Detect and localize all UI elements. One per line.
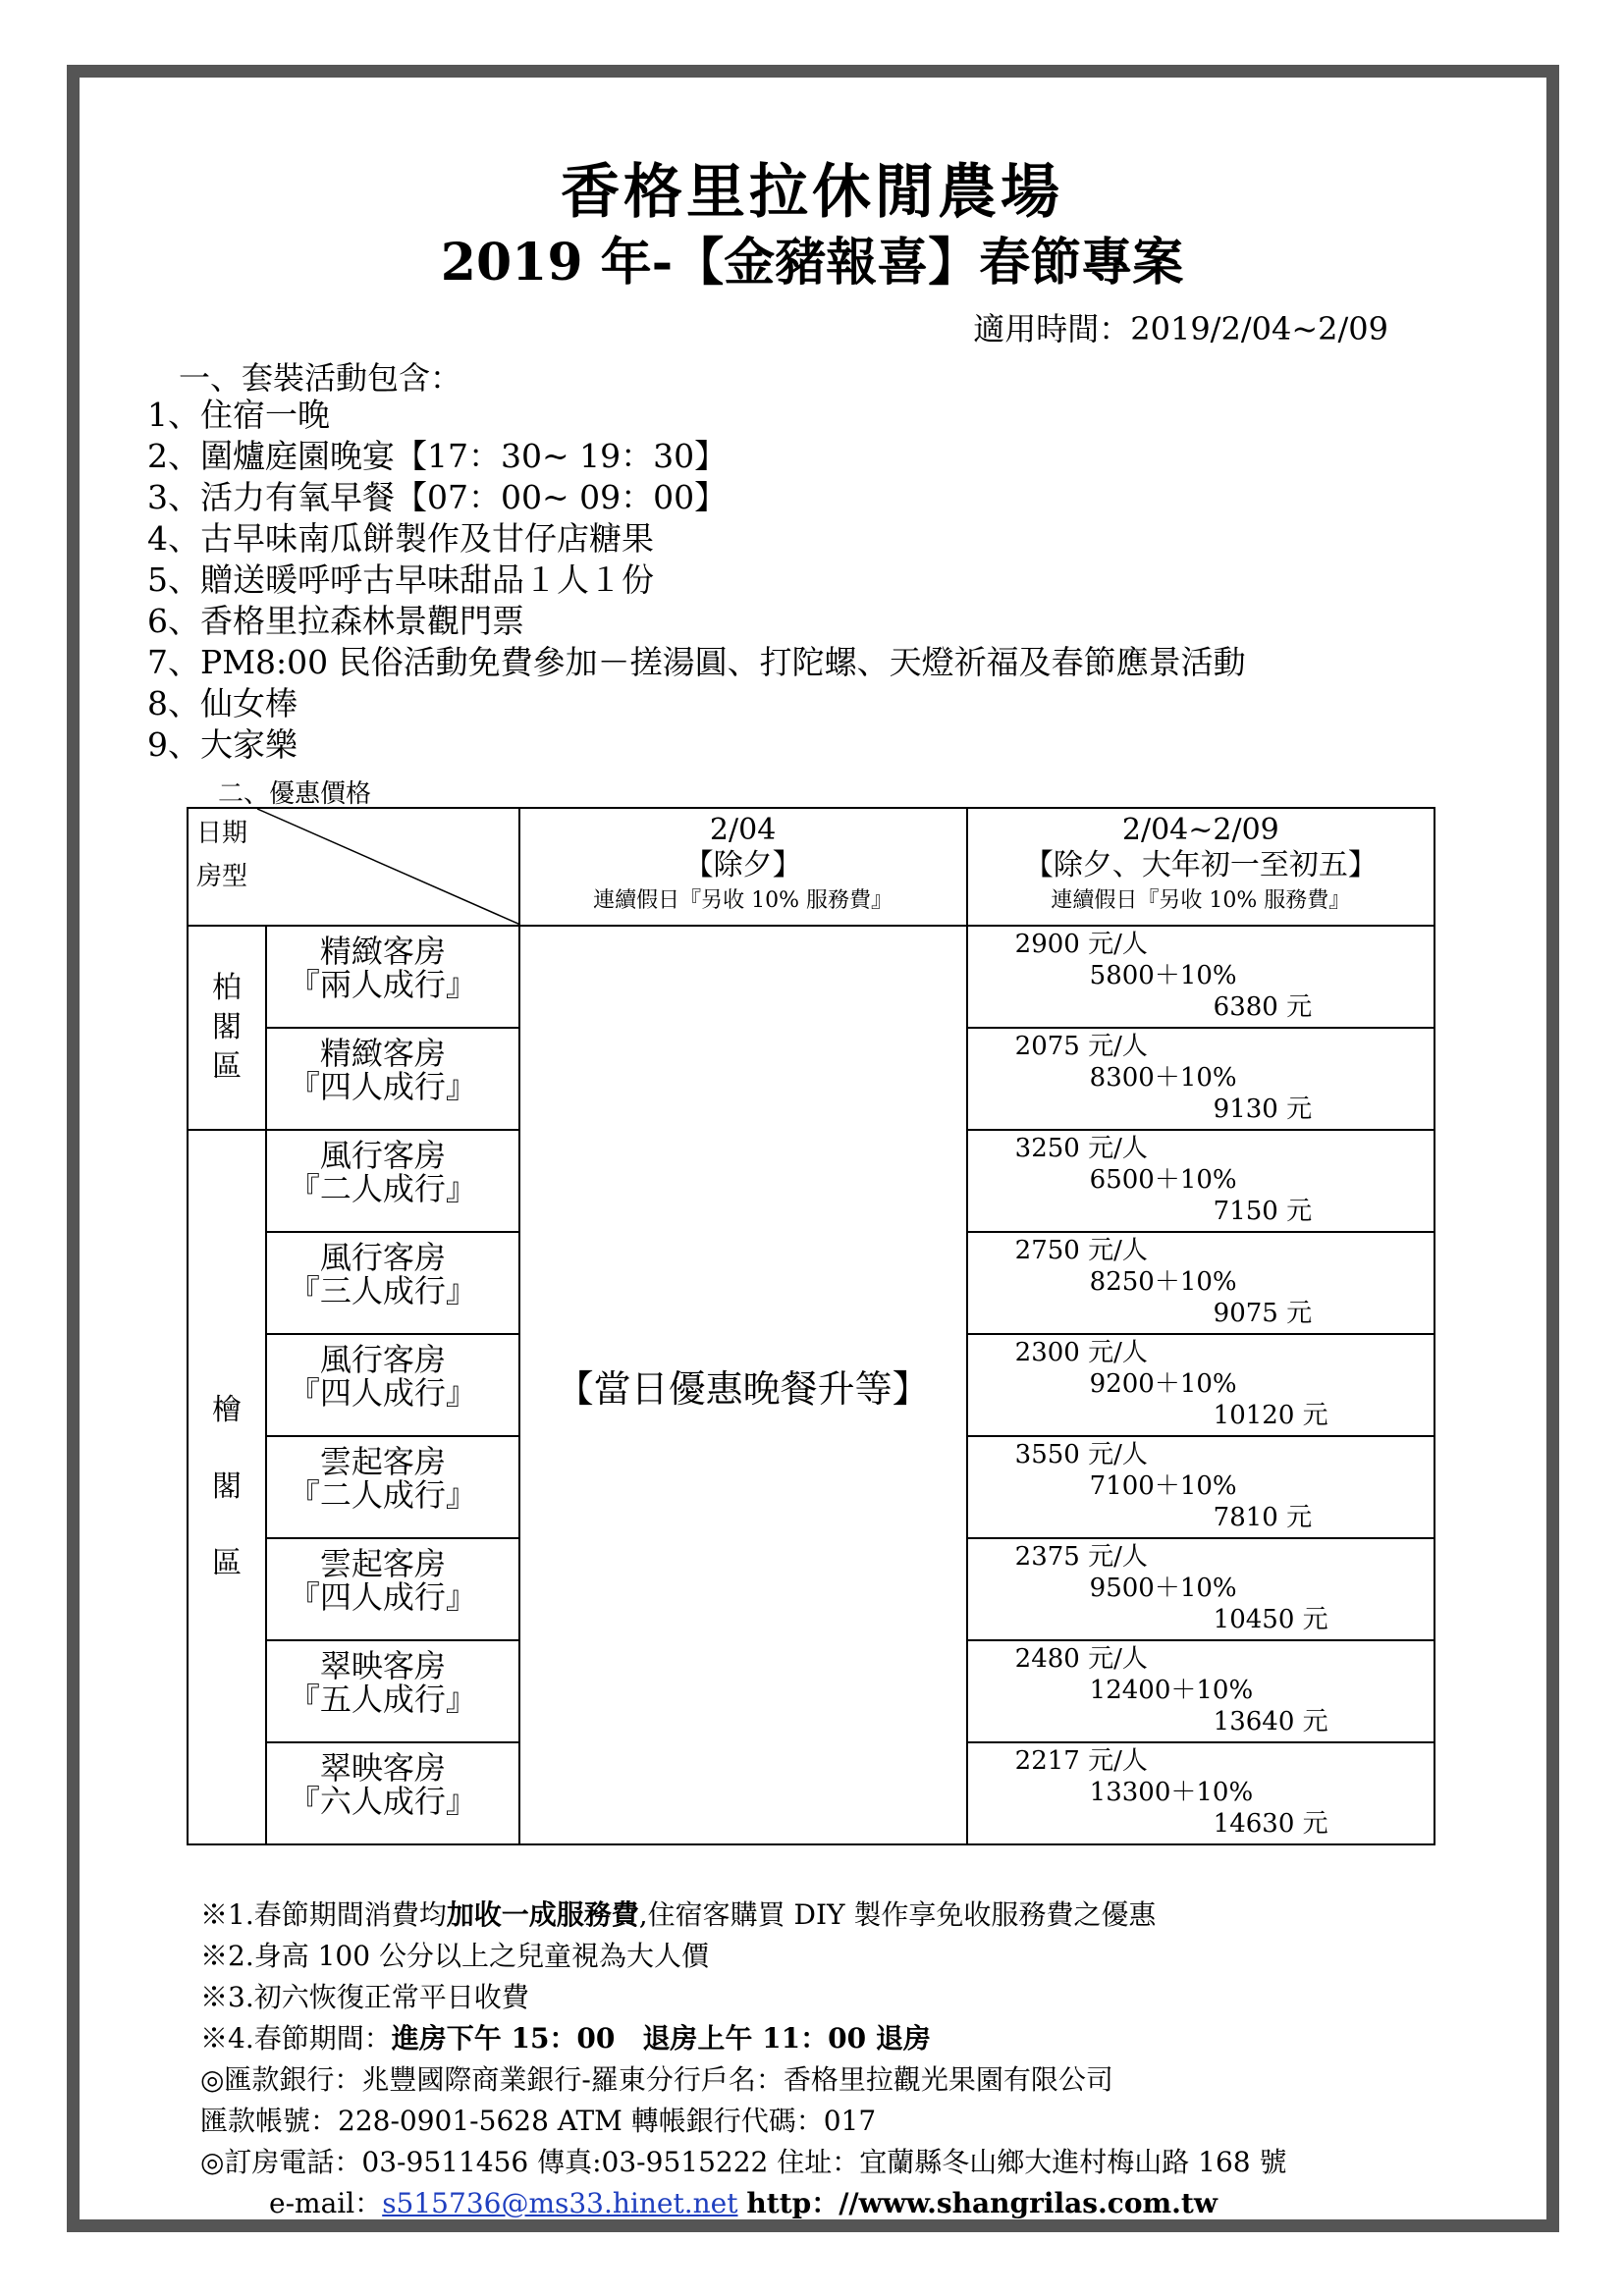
price-per-person: 2217 元/人 (1014, 1746, 1148, 1776)
room-name: 精緻客房 (319, 1035, 446, 1072)
room-type-cell (266, 1538, 519, 1640)
room-occupancy: 『六人成行』 (288, 1783, 477, 1820)
section-heading-package: 一、套裝活動包含： (179, 359, 462, 397)
price-cell (967, 1334, 1435, 1436)
list-item: 4、古早味南瓜餅製作及甘仔店糖果 (147, 519, 654, 558)
price-calc: 7100＋10% (1089, 1471, 1237, 1501)
room-type-cell (266, 1640, 519, 1742)
zone-name-char: 區 (211, 1546, 242, 1580)
list-item: 8、仙女棒 (147, 684, 298, 722)
price-total: 9075 元 (1213, 1299, 1313, 1328)
price-total: 6380 元 (1213, 992, 1313, 1022)
corner-label-room: 房型 (196, 862, 248, 891)
list-item: 9、大家樂 (147, 725, 298, 764)
price-calc: 12400＋10% (1089, 1676, 1254, 1705)
note-3: ※3.初六恢復正常平日收費 (200, 1981, 529, 2013)
price-total: 14630 元 (1213, 1809, 1328, 1839)
room-type-cell (266, 1028, 519, 1130)
price-calc: 9200＋10% (1089, 1369, 1237, 1399)
price-per-person: 2900 元/人 (1014, 930, 1148, 959)
note-2: ※2.身高 100 公分以上之兒童視為大人價 (200, 1940, 709, 1972)
zone-name-char: 區 (211, 1049, 242, 1084)
room-occupancy: 『兩人成行』 (288, 966, 477, 1003)
header-note: 連續假日『另收 10% 服務費』 (1051, 888, 1351, 913)
price-total: 7810 元 (1213, 1503, 1313, 1532)
room-type-cell (266, 1232, 519, 1334)
note-1: ※1.春節期間消費均加收一成服務費,住宿客購買 DIY 製作享免收服務費之優惠 (200, 1898, 1157, 1931)
room-occupancy: 『四人成行』 (288, 1374, 477, 1412)
list-item: 6、香格里拉森林景觀門票 (147, 602, 524, 640)
web-info (200, 2183, 1287, 2224)
room-name: 精緻客房 (319, 933, 446, 970)
room-name: 翠映客房 (319, 1647, 446, 1684)
room-name: 雲起客房 (319, 1443, 446, 1480)
package-item-list (147, 395, 1246, 766)
header-date: 2/04 (709, 813, 777, 847)
price-per-person: 3550 元/人 (1014, 1440, 1148, 1469)
price-per-person: 2750 元/人 (1014, 1236, 1148, 1265)
room-name: 風行客房 (319, 1137, 446, 1174)
price-per-person: 2300 元/人 (1014, 1338, 1148, 1367)
price-cell (967, 926, 1435, 1028)
header-note: 連續假日『另收 10% 服務費』 (593, 888, 893, 913)
notes-block (200, 1895, 1287, 2224)
room-occupancy: 『三人成行』 (288, 1272, 477, 1309)
dinner-upgrade-cell: 【當日優惠晚餐升等】 (519, 926, 967, 1844)
room-occupancy: 『五人成行』 (288, 1681, 477, 1718)
price-per-person: 3250 元/人 (1014, 1134, 1148, 1163)
zone-cell (188, 1130, 266, 1844)
price-calc: 8300＋10% (1089, 1063, 1237, 1093)
price-per-person: 2075 元/人 (1014, 1032, 1148, 1061)
room-name: 雲起客房 (319, 1545, 446, 1582)
room-occupancy: 『二人成行』 (288, 1476, 477, 1514)
header-col-1 (519, 808, 967, 926)
header-col-2 (967, 808, 1435, 926)
room-type-cell (266, 1436, 519, 1538)
zone-name-char: 柏 (211, 971, 242, 1005)
zone-cell (188, 926, 266, 1130)
valid-period: 適用時間：2019/2/04~2/09 (973, 310, 1388, 347)
section-heading-price: 二、優惠價格 (218, 779, 372, 809)
price-calc: 9500＋10% (1089, 1574, 1237, 1603)
room-occupancy: 『四人成行』 (288, 1578, 477, 1616)
list-item: 5、贈送暖呼呼古早味甜品１人１份 (147, 561, 654, 599)
price-total: 7150 元 (1213, 1197, 1313, 1226)
price-calc: 5800＋10% (1089, 961, 1237, 990)
price-calc: 13300＋10% (1089, 1778, 1254, 1807)
price-cell (967, 1640, 1435, 1742)
room-name: 風行客房 (319, 1341, 446, 1378)
room-name: 風行客房 (319, 1239, 446, 1276)
list-item: 1、住宿一晚 (147, 396, 330, 434)
header-corner-cell (188, 808, 519, 926)
price-total: 9130 元 (1213, 1095, 1313, 1124)
price-calc: 8250＋10% (1089, 1267, 1237, 1297)
header-label: 【除夕】 (683, 848, 802, 882)
price-table (187, 807, 1435, 1845)
price-cell (967, 1130, 1435, 1232)
room-occupancy: 『二人成行』 (288, 1170, 477, 1207)
list-item: 7、PM8:00 民俗活動免費參加－搓湯圓、打陀螺、天燈祈福及春節應景活動 (147, 643, 1246, 681)
bank-info: ◎匯款銀行：兆豐國際商業銀行-羅東分行戶名：香格里拉觀光果園有限公司 (200, 2063, 1113, 2096)
page-title: 香格里拉休閒農場 (561, 158, 1063, 227)
price-cell (967, 1028, 1435, 1130)
zone-name-char: 檜 (211, 1393, 242, 1427)
price-cell (967, 1232, 1435, 1334)
price-cell (967, 1538, 1435, 1640)
account-info: 匯款帳號：228-0901-5628 ATM 轉帳銀行代碼：017 (200, 2105, 877, 2137)
list-item: 3、活力有氧早餐【07：00~ 09：00】 (147, 478, 728, 516)
email-link[interactable]: s515736@ms33.hinet.net (382, 2187, 738, 2219)
contact-info: ◎訂房電話：03-9511456 傳真:03-9515222 住址：宜蘭縣冬山鄉大進村梅山路 168 號 (200, 2146, 1287, 2178)
table-row (188, 926, 1435, 1028)
room-type-cell (266, 1742, 519, 1844)
price-per-person: 2375 元/人 (1014, 1542, 1148, 1572)
room-occupancy: 『四人成行』 (288, 1068, 477, 1105)
corner-label-date: 日期 (196, 819, 248, 848)
room-name: 翠映客房 (319, 1749, 446, 1787)
price-cell (967, 1742, 1435, 1844)
room-type-cell (266, 926, 519, 1028)
price-calc: 6500＋10% (1089, 1165, 1237, 1195)
email-label: e-mail： (269, 2187, 383, 2219)
price-total: 10120 元 (1213, 1401, 1328, 1430)
price-per-person: 2480 元/人 (1014, 1644, 1148, 1674)
zone-name-char: 閣 (211, 1469, 242, 1504)
room-type-cell (266, 1334, 519, 1436)
room-type-cell (266, 1130, 519, 1232)
table-header-row (188, 808, 1435, 926)
note-4: ※4.春節期間：進房下午 15：00 退房上午 11：00 退房 (200, 2022, 931, 2055)
website-url[interactable]: http：//www.shangrilas.com.tw (746, 2187, 1218, 2219)
header-date: 2/04~2/09 (1121, 813, 1279, 847)
price-total: 13640 元 (1213, 1707, 1328, 1736)
zone-name-char: 閣 (211, 1010, 242, 1044)
header-label: 【除夕、大年初一至初五】 (1023, 848, 1378, 882)
price-total: 10450 元 (1213, 1605, 1328, 1634)
price-cell (967, 1436, 1435, 1538)
page-subtitle: 2019 年-【金豬報喜】春節專案 (440, 233, 1184, 293)
list-item: 2、圍爐庭園晚宴【17：30~ 19：30】 (147, 437, 728, 475)
